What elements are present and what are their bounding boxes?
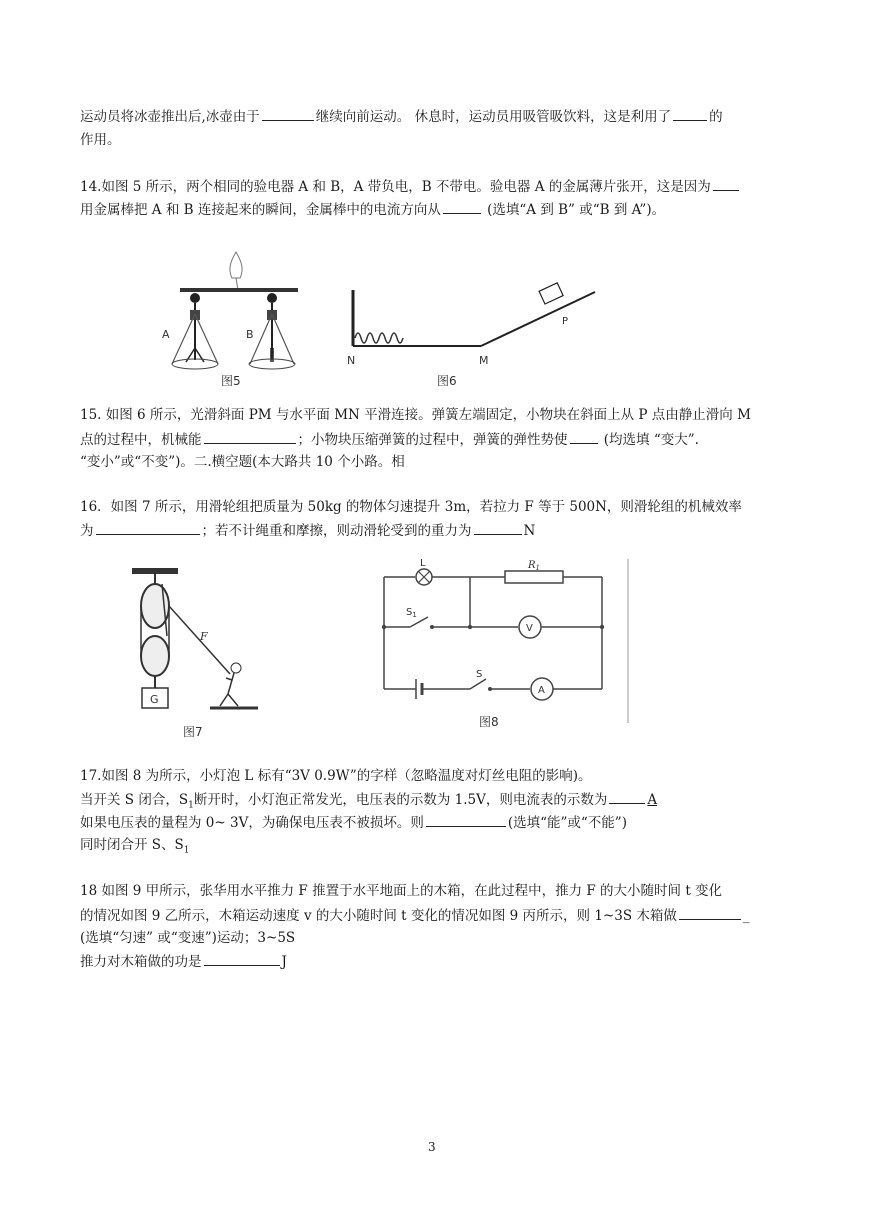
fig6-label-m: M <box>479 354 489 367</box>
q16-text-d: N <box>523 523 536 539</box>
q17-text-d: A <box>647 792 658 808</box>
fig8-label-s: S <box>476 669 483 680</box>
fig8-label-v: V <box>526 623 533 634</box>
q17-text-b: 当开关 S 闭合，S <box>80 792 189 808</box>
q17-blank-1[interactable] <box>609 789 645 804</box>
q15-text-d: (均选填 “变大”. <box>599 432 699 448</box>
figure-5-electroscopes <box>160 240 310 390</box>
q17-text-a: 17.如图 8 为所示，小灯泡 L 标有“3V 0.9W”的字样（忽略温度对灯丝电阻的影响)。 <box>80 768 592 784</box>
fig6-label-p: P <box>562 316 569 327</box>
fig5-label-a: A <box>162 328 170 341</box>
fig8-label-s1: $S_1$ <box>406 607 417 619</box>
q15-text-b: 点的过程中，机械能 <box>80 432 202 448</box>
q17-blank-2[interactable] <box>426 812 506 827</box>
q16-text-a: 16．如图 7 所示，用滑轮组把质量为 50kg 的物体匀速提升 3m，若拉力 F 等于 500N，则滑轮组的机械效率 <box>80 499 742 515</box>
fig8-label-r: $R_1$ <box>528 560 540 572</box>
q16-line-2 <box>80 520 535 541</box>
q15-blank-1[interactable] <box>204 429 296 444</box>
q17-text-f: (选填“能”或“不能”) <box>507 815 627 831</box>
q15-line-1 <box>80 405 751 425</box>
fig7-caption: 图7 <box>183 725 203 739</box>
figure-7-pulley-system <box>122 560 270 740</box>
fig8-caption: 图8 <box>479 715 499 729</box>
q18-text-b: 的情况如图 9 乙所示，木箱运动速度 v 的大小随时间 t 变化的情况如图 9 丙所示，则 1~3S 木箱做 <box>80 908 677 924</box>
fig6-label-n: N <box>347 354 356 367</box>
q16-blank-2[interactable] <box>474 520 522 535</box>
q14-text-a: 14.如图 5 所示，两个相同的验电器 A 和 B，A 带负电，B 不带电。验电器 A 的金属薄片张开，这是因为 <box>80 179 711 195</box>
q17-text-e: 如果电压表的量程为 0~ 3V，为确保电压表不被损坏。则 <box>80 815 424 831</box>
q14-blank-2[interactable] <box>443 199 481 214</box>
q18-text-f: J <box>281 954 287 970</box>
page-number: 3 <box>428 1140 436 1154</box>
q18-text-a: 18 如图 9 甲所示，张华用水平推力 F 推置于水平地面上的木箱，在此过程中，推力 F 的大小随时间 t 变化 <box>80 883 723 899</box>
q14-text-b: 用金属棒把 A 和 B 连接起来的瞬间，金属棒中的电流方向从 <box>80 202 441 218</box>
q16-blank-1[interactable] <box>96 520 200 535</box>
q17-text-c: 断开时，小灯泡正常发光，电压表的示数为 1.5V，则电流表的示数为 <box>193 792 608 808</box>
q13-blank-1[interactable] <box>262 106 314 121</box>
q16-line-1 <box>80 497 742 517</box>
q17-line-1 <box>80 766 591 786</box>
fig5-caption: 图5 <box>221 374 241 388</box>
q17-sub-2: 1 <box>183 845 190 856</box>
fig7-label-g: G <box>150 693 159 706</box>
q15-blank-2[interactable] <box>570 429 598 444</box>
q18-blank-2[interactable] <box>204 951 280 966</box>
q14-line-1 <box>80 176 741 197</box>
q13-text-c: 的 <box>709 109 723 125</box>
q14-text-c: (选填“A 到 B” 或“B 到 A”)。 <box>482 202 666 218</box>
q17-text-g: 同时闭合开 S、S <box>80 837 184 853</box>
q14-blank-1[interactable] <box>713 176 739 191</box>
q14-line-2 <box>80 199 665 220</box>
q18-text-d: (选填“匀速” 或“变速”)运动；3~5S <box>80 930 296 946</box>
fig5-label-b: B <box>246 328 254 341</box>
q18-line-3 <box>80 928 295 948</box>
q15-text-a: 15. 如图 6 所示，光滑斜面 PM 与水平面 MN 平滑连接。弹簧左端固定，小物块在斜面上从 P 点由静止滑向 M <box>80 407 751 423</box>
figure-6-incline-spring <box>345 280 605 375</box>
q18-blank-1[interactable] <box>679 905 741 920</box>
q18-line-2 <box>80 905 750 926</box>
q18-text-e: 推力对木箱做的功是 <box>80 954 202 970</box>
q17-line-3 <box>80 812 627 833</box>
q15-text-e: “变小”或“不变”)。二.横空题(本大路共 10 个小路。相 <box>80 454 405 470</box>
q18-line-1 <box>80 881 722 901</box>
fig6-caption: 图6 <box>437 374 457 388</box>
q18-line-4 <box>80 951 287 972</box>
fig8-label-l: L <box>420 558 426 569</box>
q16-text-b: 为 <box>80 523 94 539</box>
q13-line-1 <box>80 106 723 127</box>
fig8-label-a: A <box>538 685 545 696</box>
q15-line-2 <box>80 429 699 450</box>
q13-text-b: 继续向前运动。 休息时，运动员用吸管吸饮料，这是利用了 <box>315 109 672 125</box>
q16-text-c: ；若不计绳重和摩擦，则动滑轮受到的重力为 <box>201 523 472 539</box>
q17-line-4 <box>80 835 190 861</box>
figure-8-circuit <box>370 555 640 730</box>
fig7-label-f: F <box>200 630 208 643</box>
q15-line-3 <box>80 452 405 472</box>
q13-text-d: 作用。 <box>80 132 121 148</box>
q18-text-c: _ <box>742 908 750 924</box>
q17-sub-1: 1 <box>188 800 194 811</box>
q13-blank-2[interactable] <box>673 106 707 121</box>
q13-line-2 <box>80 130 121 150</box>
q13-text-a: 运动员将冰壶推出后,冰壶由于 <box>80 109 260 125</box>
q15-text-c: ；小物块压缩弹簧的过程中，弹簧的弹性势使 <box>297 432 568 448</box>
